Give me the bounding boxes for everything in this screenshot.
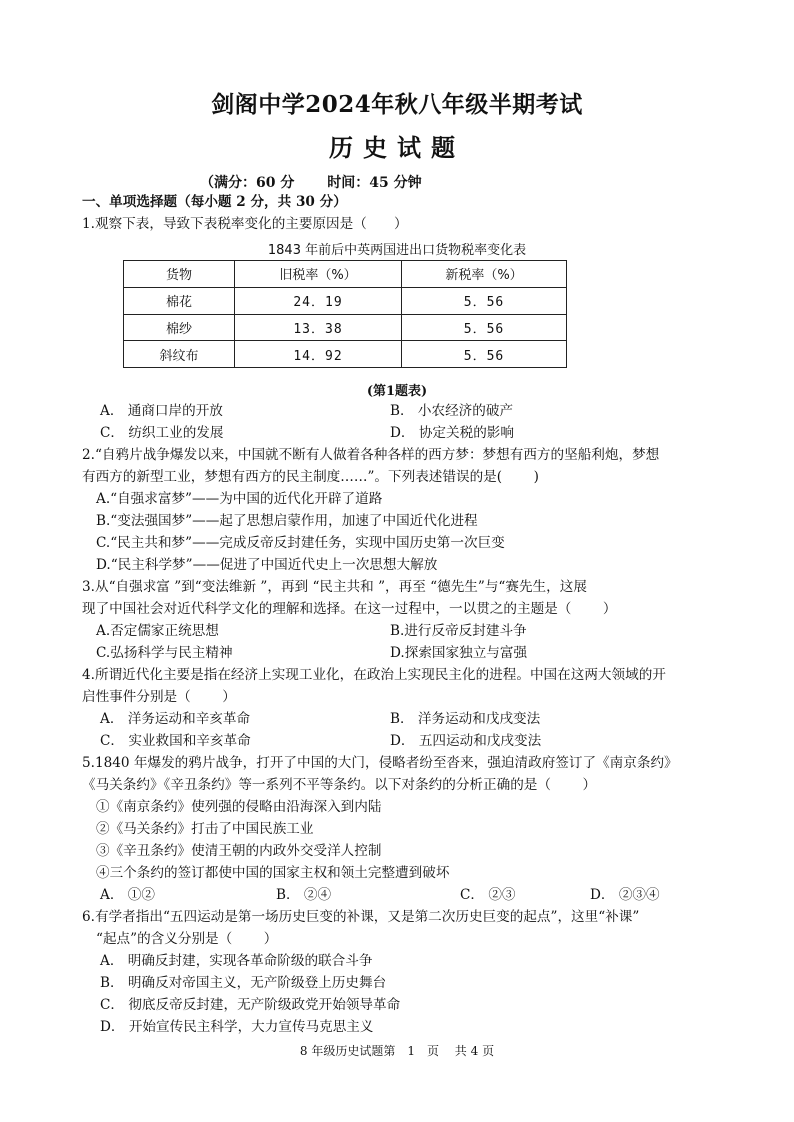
q5-option-c: C． ②③ xyxy=(460,887,516,903)
q2-stem-line1: 2.“自鸦片战争爆发以来，中国就不断有人做着各种各样的西方梦：梦想有西方的坚船利炮，梦想 xyxy=(82,447,660,463)
q6-stem-line2: “起点”的含义分别是（ ） xyxy=(96,931,278,947)
q1-option-d: D． 协定关税的影响 xyxy=(390,425,514,441)
tax-rate-table xyxy=(123,260,567,368)
q4-stem-line2: 启性事件分别是（ ） xyxy=(82,689,236,705)
table-row xyxy=(124,341,567,368)
table-header-cell: 新税率（%） xyxy=(402,261,567,288)
q2-option-a: A.“自强求富梦”——为中国的近代化开辟了道路 xyxy=(96,491,383,507)
q1-table-note: (第1题表) xyxy=(366,384,428,399)
q6-option-b: B． 明确反对帝国主义，无产阶级登上历史舞台 xyxy=(100,975,387,991)
q3-stem-line2: 现了中国社会对近代科学文化的理解和选择。在这一过程中，一以贯之的主题是（ ） xyxy=(82,601,617,617)
q5-stem-line2: 《马关条约》《辛丑条约》等一系列不平等条约。以下对条约的分析正确的是（ ） xyxy=(82,777,597,793)
q3-option-a: A.否定儒家正统思想 xyxy=(96,623,219,639)
q4-option-a: A． 洋务运动和辛亥革命 xyxy=(100,711,251,727)
q3-stem-line1: 3.从“自强求富 ”到“变法维新 ”，再到 “民主共和 ”，再至 “德先生”与“赛先生，这展 xyxy=(82,579,587,595)
table-cell: 5．56 xyxy=(402,341,567,368)
q2-option-d: D.“民主科学梦”——促进了中国近代史上一次思想大解放 xyxy=(96,557,438,573)
q5-option-b: B． ②④ xyxy=(276,887,332,903)
q1-stem: 1.观察下表，导致下表税率变化的主要原因是（ ） xyxy=(82,216,408,232)
q6-option-c: C． 彻底反帝反封建，无产阶级政党开始领导革命 xyxy=(100,997,401,1013)
exam-title: 剑阁中学2024年秋八年级半期考试 xyxy=(211,91,583,118)
section-heading: 一、单项选择题（每小题 2 分，共 30 分） xyxy=(82,194,347,210)
q5-item-1: ①《南京条约》使列强的侵略由沿海深入到内陆 xyxy=(96,799,382,815)
table-cell: 斜纹布 xyxy=(124,341,235,368)
table-cell: 5．56 xyxy=(402,314,567,341)
table-header-cell: 货物 xyxy=(124,261,235,288)
table-cell: 13．38 xyxy=(235,314,402,341)
q4-option-b: B． 洋务运动和戊戌变法 xyxy=(390,711,541,727)
q4-option-c: C． 实业救国和辛亥革命 xyxy=(100,733,251,749)
table-cell: 14．92 xyxy=(235,341,402,368)
table-cell: 棉纱 xyxy=(124,314,235,341)
q5-option-a: A． ①② xyxy=(100,887,155,903)
table-cell: 棉花 xyxy=(124,287,235,314)
table-row xyxy=(124,287,567,314)
q2-option-c: C.“民主共和梦”——完成反帝反封建任务，实现中国历史第一次巨变 xyxy=(96,535,505,551)
q2-option-b: B.“变法强国梦”——起了思想启蒙作用，加速了中国近代化进程 xyxy=(96,513,478,529)
page-footer: 8 年级历史试题第 1 页 共 4 页 xyxy=(299,1044,495,1058)
q5-item-2: ②《马关条约》打击了中国民族工业 xyxy=(96,821,314,837)
subject-title: 历史试题 xyxy=(329,133,465,162)
q1-option-a: A． 通商口岸的开放 xyxy=(100,403,223,419)
q6-option-a: A． 明确反封建，实现各革命阶级的联合斗争 xyxy=(100,953,373,969)
q4-stem-line1: 4.所谓近代化主要是指在经济上实现工业化，在政治上实现民主化的进程。中国在这两大领域的开 xyxy=(82,667,666,683)
q4-option-d: D． 五四运动和戊戌变法 xyxy=(390,733,542,749)
q5-item-3: ③《辛丑条约》使清王朝的内政外交受洋人控制 xyxy=(96,843,382,859)
score-time-info: （满分：60 分 时间：45 分钟 xyxy=(200,175,422,191)
q6-stem-line1: 6.有学者指出“五四运动是第一场历史巨变的补课，又是第二次历史巨变的起点”，这里“补课” xyxy=(82,909,640,925)
q3-option-c: C.弘扬科学与民主精神 xyxy=(96,645,233,661)
q1-option-c: C． 纺织工业的发展 xyxy=(100,425,224,441)
table-header-cell: 旧税率（%） xyxy=(235,261,402,288)
q6-option-d: D． 开始宣传民主科学，大力宣传马克思主义 xyxy=(100,1019,374,1035)
q5-item-4: ④三个条约的签订都使中国的国家主权和领土完整遭到破坏 xyxy=(96,865,450,881)
q5-option-d: D． ②③④ xyxy=(590,887,660,903)
q1-table-caption: 1843 年前后中英两国进出口货物税率变化表 xyxy=(267,243,527,258)
table-cell: 24．19 xyxy=(235,287,402,314)
q1-option-b: B． 小农经济的破产 xyxy=(390,403,514,419)
table-cell: 5．56 xyxy=(402,287,567,314)
q5-stem-line1: 5.1840 年爆发的鸦片战争，打开了中国的大门，侵略者纷至沓来，强迫清政府签订了《南京条约》 xyxy=(82,755,678,771)
q3-option-d: D.探索国家独立与富强 xyxy=(390,645,528,661)
table-header-row xyxy=(124,261,567,288)
q3-option-b: B.进行反帝反封建斗争 xyxy=(390,623,527,639)
q2-stem-line2: 有西方的新型工业，梦想有西方的民主制度……”。下列表述错误的是( ) xyxy=(82,469,539,485)
table-row xyxy=(124,314,567,341)
